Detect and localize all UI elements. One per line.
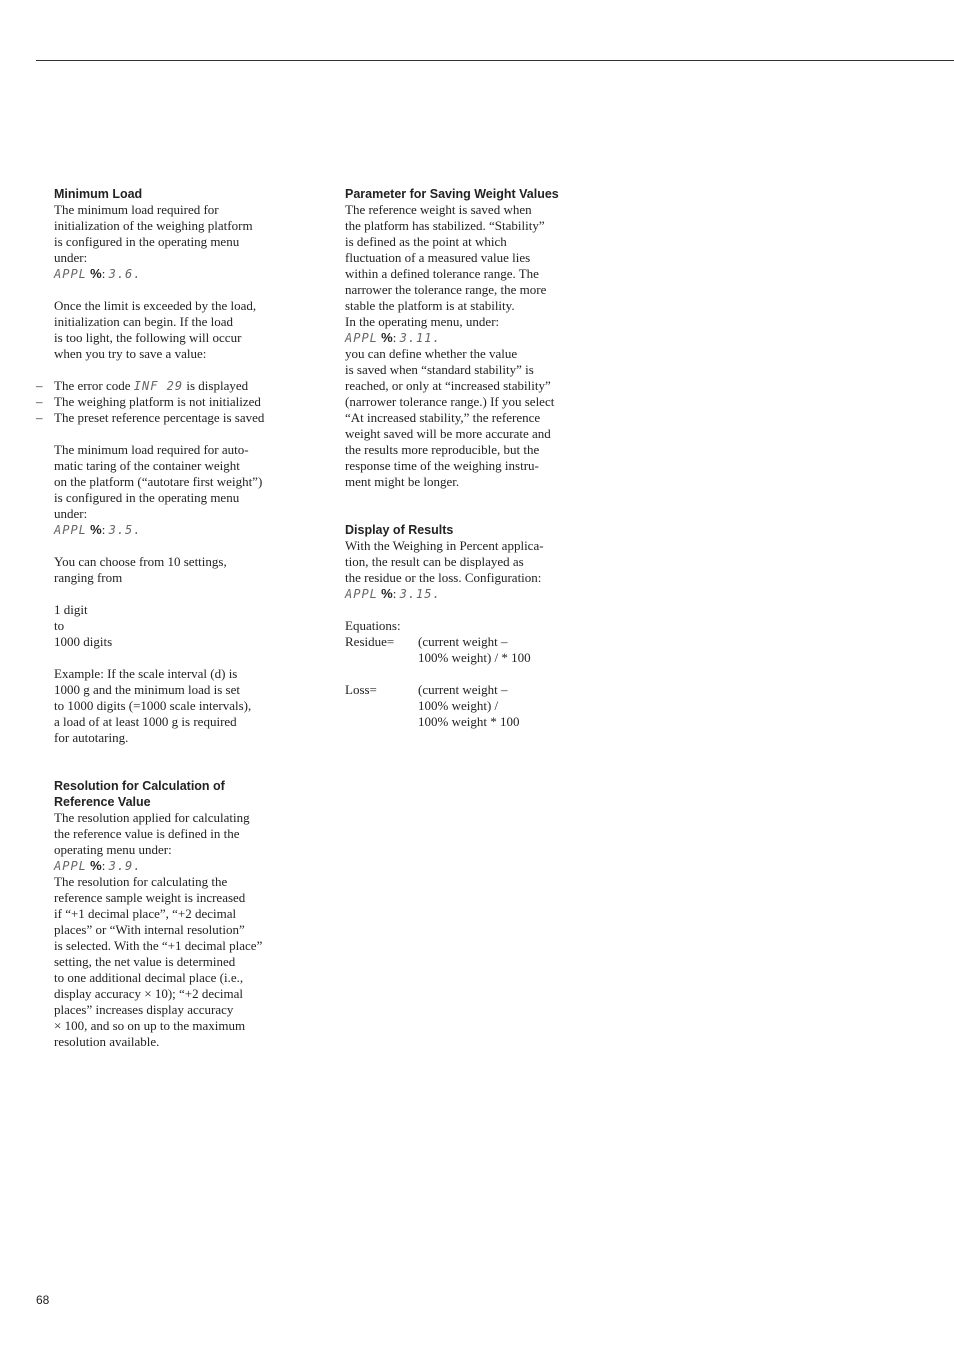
equation-line: 100% weight) / * 100 bbox=[418, 650, 531, 665]
bullet-list bbox=[54, 378, 304, 426]
colon: : bbox=[101, 858, 106, 873]
text-line: reached, or only at “increased stability” bbox=[345, 378, 551, 393]
text-line: is configured in the operating menu bbox=[54, 234, 240, 249]
percent-symbol: % bbox=[381, 586, 393, 601]
text-line: to 1000 digits (=1000 scale intervals), bbox=[54, 698, 252, 713]
lcd-appl: APPL bbox=[54, 859, 87, 873]
lcd-appl: APPL bbox=[54, 267, 87, 281]
text-line: 1 digit bbox=[54, 602, 88, 617]
text-line: 1000 digits bbox=[54, 634, 113, 649]
menu-path bbox=[54, 858, 304, 874]
heading-minimum-load: Minimum Load bbox=[54, 187, 143, 201]
colon: : bbox=[392, 330, 397, 345]
text-line: The minimum load required for bbox=[54, 202, 219, 217]
text-line: a load of at least 1000 g is required bbox=[54, 714, 237, 729]
text-line: matic taring of the container weight bbox=[54, 458, 240, 473]
text-line: The reference weight is saved when bbox=[345, 202, 532, 217]
top-rule bbox=[36, 60, 954, 61]
text-line: tion, the result can be displayed as bbox=[345, 554, 524, 569]
text-line: under: bbox=[54, 506, 88, 521]
text-line: to one additional decimal place (i.e., bbox=[54, 970, 244, 985]
menu-path bbox=[345, 330, 590, 346]
text-line: display accuracy × 10); “+2 decimal bbox=[54, 986, 244, 1001]
menu-path bbox=[54, 266, 304, 282]
list-item: – The preset reference percentage is saved bbox=[54, 410, 304, 426]
equations-label: Equations: bbox=[345, 618, 401, 633]
menu-path bbox=[345, 586, 590, 602]
lcd-appl: APPL bbox=[345, 331, 378, 345]
lcd-code: 3.9. bbox=[108, 859, 142, 873]
text-line: In the operating menu, under: bbox=[345, 314, 500, 329]
text-line: weight saved will be more accurate and bbox=[345, 426, 551, 441]
lcd-appl: APPL bbox=[54, 523, 87, 537]
text-line: Once the limit is exceeded by the load, bbox=[54, 298, 257, 313]
text-line: to bbox=[54, 618, 65, 633]
text-line: the results more reproducible, but the bbox=[345, 442, 540, 457]
heading-display-results: Display of Results bbox=[345, 523, 454, 537]
text-line: if “+1 decimal place”, “+2 decimal bbox=[54, 906, 237, 921]
text-line: fluctuation of a measured value lies bbox=[345, 250, 531, 265]
text-line: the residue or the loss. Configuration: bbox=[345, 570, 542, 585]
text-line: narrower the tolerance range, the more bbox=[345, 282, 547, 297]
percent-symbol: % bbox=[381, 330, 393, 345]
text-line: Example: If the scale interval (d) is bbox=[54, 666, 238, 681]
percent-symbol: % bbox=[90, 858, 102, 873]
list-item: – The weighing platform is not initialized bbox=[54, 394, 304, 410]
text-line: the platform has stabilized. “Stability” bbox=[345, 218, 545, 233]
text-line: is selected. With the “+1 decimal place” bbox=[54, 938, 263, 953]
text-line: for autotaring. bbox=[54, 730, 129, 745]
text-line: is configured in the operating menu bbox=[54, 490, 240, 505]
residue-label: Residue= bbox=[345, 634, 395, 649]
text-line: (narrower tolerance range.) If you select bbox=[345, 394, 555, 409]
list-item: – The error code INF 29 is displayed bbox=[54, 378, 304, 394]
text-line: response time of the weighing instru- bbox=[345, 458, 539, 473]
equation-line: 100% weight) / bbox=[418, 698, 499, 713]
loss-equation bbox=[345, 682, 590, 730]
text-line: is too light, the following will occur bbox=[54, 330, 242, 345]
loss-label: Loss= bbox=[345, 682, 377, 697]
equation-line: 100% weight * 100 bbox=[418, 714, 520, 729]
lcd-error-code: INF 29 bbox=[133, 379, 184, 393]
right-column bbox=[345, 186, 590, 730]
text-line: resolution available. bbox=[54, 1034, 160, 1049]
left-column bbox=[54, 186, 304, 1050]
lcd-code: 3.15. bbox=[399, 587, 441, 601]
text-line: 1000 g and the minimum load is set bbox=[54, 682, 240, 697]
text-line: stable the platform is at stability. bbox=[345, 298, 515, 313]
text-line: setting, the net value is determined bbox=[54, 954, 236, 969]
percent-symbol: % bbox=[90, 522, 102, 537]
lcd-appl: APPL bbox=[345, 587, 378, 601]
heading-resolution-2: Reference Value bbox=[54, 795, 151, 809]
percent-symbol: % bbox=[90, 266, 102, 281]
colon: : bbox=[101, 266, 106, 281]
text-line: initialization of the weighing platform bbox=[54, 218, 253, 233]
text-line: you can define whether the value bbox=[345, 346, 518, 361]
text-line: The resolution for calculating the bbox=[54, 874, 228, 889]
text-line: places” increases display accuracy bbox=[54, 1002, 234, 1017]
colon: : bbox=[392, 586, 397, 601]
text-line: is defined as the point at which bbox=[345, 234, 507, 249]
text-line: the reference value is defined in the bbox=[54, 826, 240, 841]
equation-line: (current weight – bbox=[418, 682, 508, 697]
text-line: “At increased stability,” the reference bbox=[345, 410, 541, 425]
text-line: ranging from bbox=[54, 570, 123, 585]
text-line: ment might be longer. bbox=[345, 474, 460, 489]
text-line: operating menu under: bbox=[54, 842, 172, 857]
heading-saving-weight: Parameter for Saving Weight Values bbox=[345, 187, 559, 201]
text-line: reference sample weight is increased bbox=[54, 890, 246, 905]
lcd-code: 3.6. bbox=[108, 267, 142, 281]
residue-equation bbox=[345, 634, 590, 666]
text-line: when you try to save a value: bbox=[54, 346, 207, 361]
page-number: 68 bbox=[36, 1293, 50, 1307]
text-line: With the Weighing in Percent applica- bbox=[345, 538, 544, 553]
text-line: The minimum load required for auto- bbox=[54, 442, 249, 457]
lcd-code: 3.11. bbox=[399, 331, 441, 345]
text-line: places” or “With internal resolution” bbox=[54, 922, 245, 937]
text-line: initialization can begin. If the load bbox=[54, 314, 234, 329]
equation-line: (current weight – bbox=[418, 634, 508, 649]
menu-path bbox=[54, 522, 304, 538]
heading-resolution: Resolution for Calculation of bbox=[54, 779, 225, 793]
text-line: You can choose from 10 settings, bbox=[54, 554, 227, 569]
text-line: is saved when “standard stability” is bbox=[345, 362, 534, 377]
text-line: within a defined tolerance range. The bbox=[345, 266, 539, 281]
colon: : bbox=[101, 522, 106, 537]
text-line: × 100, and so on up to the maximum bbox=[54, 1018, 246, 1033]
text-line: The resolution applied for calculating bbox=[54, 810, 250, 825]
lcd-code: 3.5. bbox=[108, 523, 142, 537]
text-line: under: bbox=[54, 250, 88, 265]
text-line: on the platform (“autotare first weight”) bbox=[54, 474, 263, 489]
